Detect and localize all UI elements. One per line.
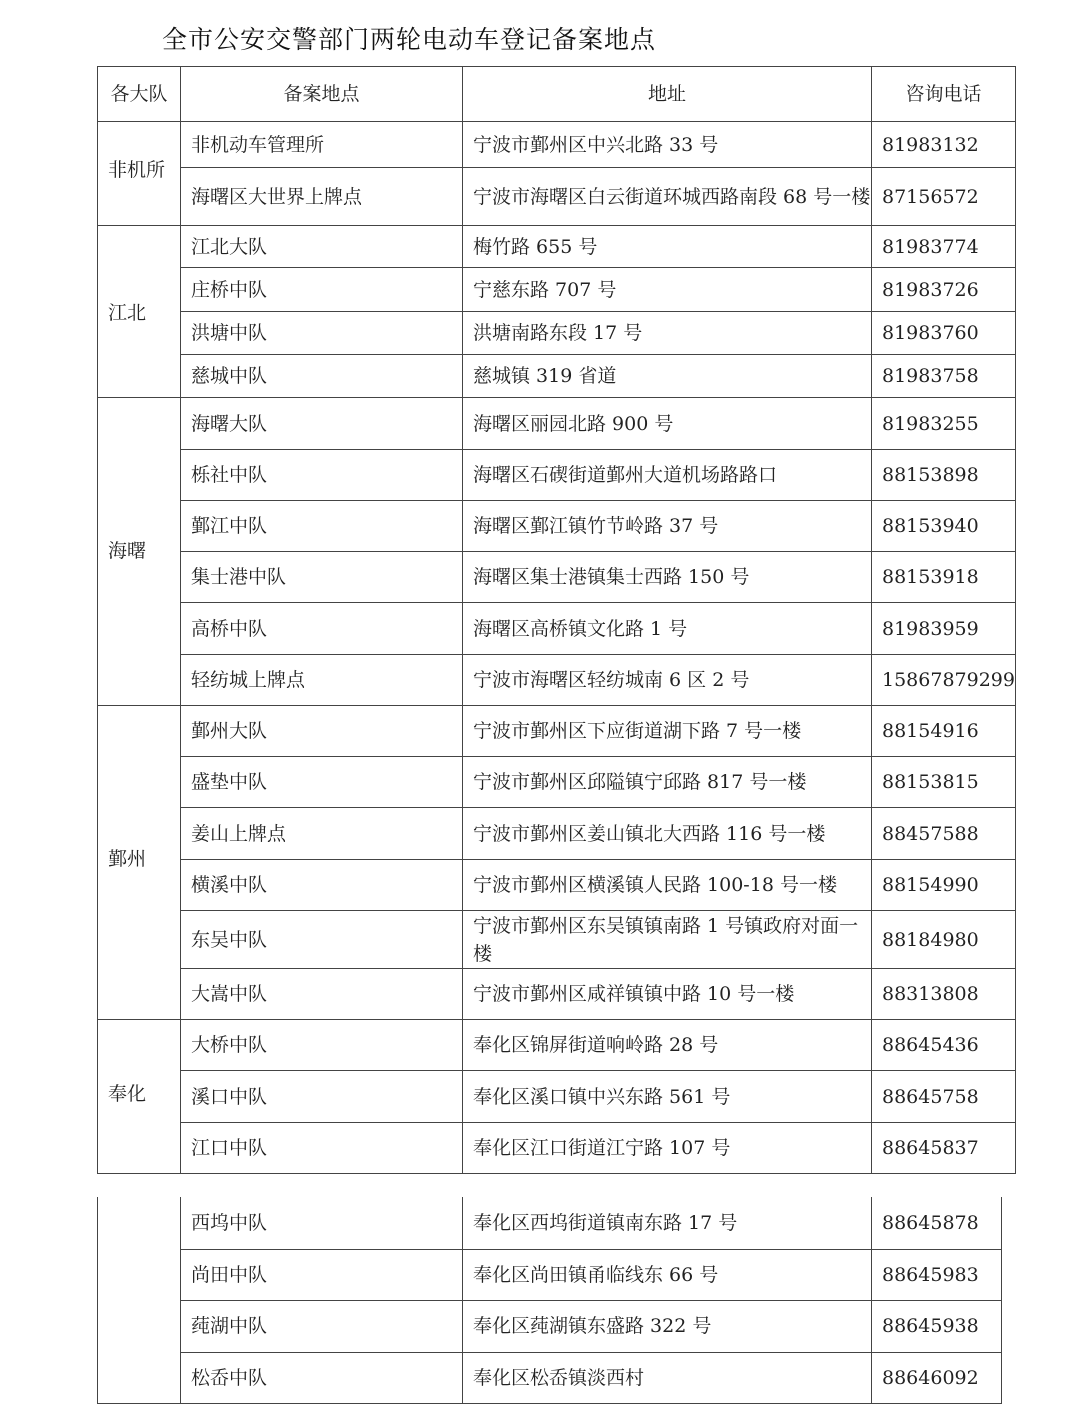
site-cell: 鄞州大队 [181, 706, 463, 757]
address-cell: 梅竹路 655 号 [463, 226, 872, 268]
table-row [98, 911, 1016, 969]
address-cell: 海曙区鄞江镇竹节岭路 37 号 [463, 501, 872, 552]
site-cell: 非机动车管理所 [181, 122, 463, 168]
phone-cell: 88457588 [872, 808, 1016, 860]
table-row [98, 1020, 1016, 1071]
address-cell: 宁波市鄞州区中兴北路 33 号 [463, 122, 872, 168]
site-cell: 轻纺城上牌点 [181, 655, 463, 706]
address-cell: 奉化区莼湖镇东盛路 322 号 [463, 1300, 872, 1352]
address-cell: 奉化区西坞街道镇南东路 17 号 [463, 1197, 872, 1249]
address-cell: 海曙区丽园北路 900 号 [463, 398, 872, 450]
table-row [98, 501, 1016, 552]
phone-cell: 88645758 [872, 1071, 1016, 1123]
phone-cell: 87156572 [872, 168, 1016, 226]
address-cell: 宁波市海曙区白云街道环城西路南段 68 号一楼 [463, 168, 872, 226]
table-row [98, 552, 1016, 603]
address-cell: 海曙区集士港镇集士西路 150 号 [463, 552, 872, 603]
table-row [98, 603, 1016, 655]
address-cell: 宁波市鄞州区姜山镇北大西路 116 号一楼 [463, 808, 872, 860]
phone-cell: 81983255 [872, 398, 1016, 450]
address-cell: 宁波市鄞州区横溪镇人民路 100-18 号一楼 [463, 860, 872, 911]
phone-cell: 88645983 [872, 1249, 1002, 1300]
phone-cell: 88645878 [872, 1197, 1002, 1249]
phone-cell: 81983726 [872, 268, 1016, 312]
table-row [98, 1123, 1016, 1174]
address-cell: 宁慈东路 707 号 [463, 268, 872, 312]
header-brigade: 各大队 [98, 67, 181, 122]
table-row [98, 1071, 1016, 1123]
site-cell: 大桥中队 [181, 1020, 463, 1071]
header-phone: 咨询电话 [872, 67, 1016, 122]
brigade-cell: 江北 [98, 226, 181, 398]
phone-cell: 88153815 [872, 757, 1016, 808]
site-cell: 江北大队 [181, 226, 463, 268]
site-cell: 集士港中队 [181, 552, 463, 603]
table-row [98, 355, 1016, 398]
phone-cell: 81983758 [872, 355, 1016, 398]
address-cell: 奉化区尚田镇甬临线东 66 号 [463, 1249, 872, 1300]
registration-table-continued [97, 1197, 1002, 1404]
site-cell: 海曙大队 [181, 398, 463, 450]
address-cell: 洪塘南路东段 17 号 [463, 312, 872, 355]
phone-cell: 88153898 [872, 450, 1016, 501]
site-cell: 东吴中队 [181, 911, 463, 969]
site-cell: 尚田中队 [181, 1249, 463, 1300]
table-row [98, 969, 1016, 1020]
site-cell: 盛垫中队 [181, 757, 463, 808]
table-row [98, 1249, 1002, 1300]
table-row [98, 226, 1016, 268]
address-cell: 奉化区松岙镇淡西村 [463, 1352, 872, 1403]
phone-cell: 88646092 [872, 1352, 1002, 1403]
table-row [98, 168, 1016, 226]
table-row [98, 312, 1016, 355]
site-cell: 西坞中队 [181, 1197, 463, 1249]
table-row [98, 398, 1016, 450]
table-row [98, 860, 1016, 911]
registration-table [97, 66, 1016, 1174]
address-cell: 宁波市鄞州区邱隘镇宁邱路 817 号一楼 [463, 757, 872, 808]
header-site: 备案地点 [181, 67, 463, 122]
phone-cell: 88154990 [872, 860, 1016, 911]
site-cell: 莼湖中队 [181, 1300, 463, 1352]
table-row [98, 706, 1016, 757]
address-cell: 奉化区锦屏街道响岭路 28 号 [463, 1020, 872, 1071]
table-row [98, 1352, 1002, 1403]
page-title: 全市公安交警部门两轮电动车登记备案地点 [162, 25, 657, 54]
phone-cell: 88313808 [872, 969, 1016, 1020]
address-cell: 宁波市鄞州区咸祥镇镇中路 10 号一楼 [463, 969, 872, 1020]
site-cell: 横溪中队 [181, 860, 463, 911]
table-row [98, 122, 1016, 168]
brigade-cell: 海曙 [98, 398, 181, 706]
header-address: 地址 [463, 67, 872, 122]
address-cell: 海曙区高桥镇文化路 1 号 [463, 603, 872, 655]
site-cell: 高桥中队 [181, 603, 463, 655]
phone-cell: 88645436 [872, 1020, 1016, 1071]
site-cell: 溪口中队 [181, 1071, 463, 1123]
site-cell: 栎社中队 [181, 450, 463, 501]
table-row [98, 450, 1016, 501]
phone-cell: 88153918 [872, 552, 1016, 603]
brigade-cell: 鄞州 [98, 706, 181, 1020]
address-cell: 宁波市鄞州区下应街道湖下路 7 号一楼 [463, 706, 872, 757]
address-cell: 宁波市海曙区轻纺城南 6 区 2 号 [463, 655, 872, 706]
table-row [98, 655, 1016, 706]
table-row [98, 808, 1016, 860]
address-cell: 宁波市鄞州区东吴镇镇南路 1 号镇政府对面一楼 [463, 911, 872, 969]
table-row [98, 1300, 1002, 1352]
address-cell: 奉化区溪口镇中兴东路 561 号 [463, 1071, 872, 1123]
phone-cell: 81983959 [872, 603, 1016, 655]
brigade-cell: 奉化 [98, 1020, 181, 1174]
address-cell: 奉化区江口街道江宁路 107 号 [463, 1123, 872, 1174]
phone-cell: 88645938 [872, 1300, 1002, 1352]
address-cell: 海曙区石碶街道鄞州大道机场路路口 [463, 450, 872, 501]
site-cell: 庄桥中队 [181, 268, 463, 312]
phone-cell: 81983760 [872, 312, 1016, 355]
site-cell: 洪塘中队 [181, 312, 463, 355]
brigade-cell: 非机所 [98, 122, 181, 226]
table-row [98, 1197, 1002, 1249]
phone-cell: 88153940 [872, 501, 1016, 552]
phone-cell: 88184980 [872, 911, 1016, 969]
site-cell: 海曙区大世界上牌点 [181, 168, 463, 226]
site-cell: 大嵩中队 [181, 969, 463, 1020]
phone-cell: 88154916 [872, 706, 1016, 757]
phone-cell: 15867879299 [872, 655, 1016, 706]
site-cell: 慈城中队 [181, 355, 463, 398]
phone-cell: 81983774 [872, 226, 1016, 268]
site-cell: 江口中队 [181, 1123, 463, 1174]
table-row [98, 268, 1016, 312]
site-cell: 姜山上牌点 [181, 808, 463, 860]
brigade-cell-empty [98, 1197, 181, 1403]
phone-cell: 88645837 [872, 1123, 1016, 1174]
table-row [98, 757, 1016, 808]
site-cell: 鄞江中队 [181, 501, 463, 552]
address-cell: 慈城镇 319 省道 [463, 355, 872, 398]
header-row [98, 67, 1016, 122]
phone-cell: 81983132 [872, 122, 1016, 168]
site-cell: 松岙中队 [181, 1352, 463, 1403]
